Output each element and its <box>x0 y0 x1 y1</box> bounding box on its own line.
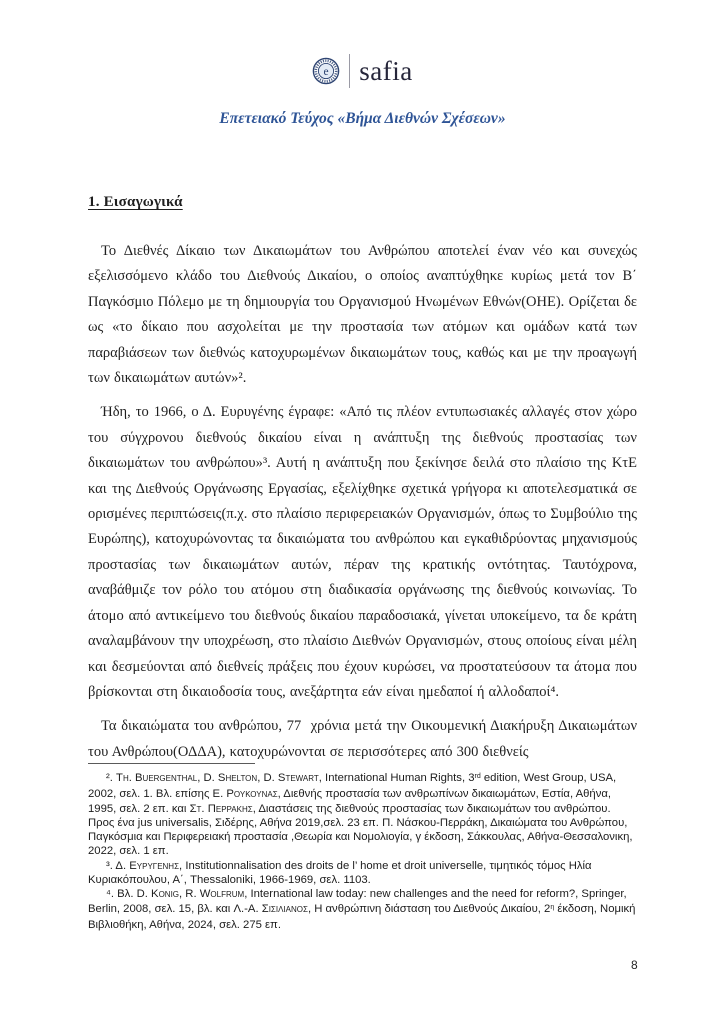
body-paragraph: Το Διεθνές Δίκαιο των Δικαιωμάτων του Ανθρώπου αποτελεί έναν νέο και συνεχώς εξελισσόμενο κλάδο του Διεθνούς Δικαίου, ο οποίος αναπτύχθηκε κυρίως μετά τον Β΄ Παγκόσμιο Πόλεμο με τη δημιουργία του Οργανισμού Ηνωμένων Εθνών(ΟΗΕ). Ορίζεται δε ως «το δίκαιο που ασχολείται με την προστασία των ατόμων και ομάδων κατά των παραβιάσεων των διεθνώς κατοχυρωμένων δικαιωμάτων τους, καθώς και με την προαγωγή των δικαιωμάτων αυτών»². <box>88 243 637 387</box>
document-body <box>88 194 637 774</box>
body-paragraph: Ήδη, το 1966, ο Δ. Ευρυγένης έγραφε: «Από τις πλέον εντυπωσιακές αλλαγές στον χώρο του σύγχρονου διεθνούς δικαίου είναι η ανάπτυξη της διεθνούς προστασίας των δικαιωμάτων του ανθρώπου»³. Αυτή η ανάπτυξη που ξεκίνησε δειλά στο πλαίσιο της ΚτΕ και της Διεθνούς Οργάνωσης Εργασίας, εξελίχθηκε σχετικά γρήγορα κι αποτελεσματικά σε ορισμένες περιπτώσεις(π.χ. στο πλαίσιο περιφερειακών Οργανισμών, όπως το Συμβούλιο της Ευρώπης), κατοχυρώνοντας τα δικαιώματα του ανθρώπου και εγκαθιδρύοντας μηχανισμούς προστασίας των δικαιωμάτων αυτών, πέραν της κρατικής οντότητας. Ταυτόχρονα, αναβάθμιζε τον ρόλο του ατόμου στη διαδικασία οργάνωσης της διεθνούς κοινωνίας. Το άτομο από αντικείμενο του διεθνούς δικαίου παραδοσιακά, γίνεται υποκείμενο, τα δε κράτη αναλαμβάνουν την υποχρέωση, στο πλαίσιο Διεθνών Οργανισμών, στους οποίους είναι μέλη και δεσμεύονται από διεθνείς πράξεις που έχουν κυρώσει, να προστατεύσουν τα άτομα που βρίσκονται στη δικαιοδοσία τους, ανεξάρτητα εάν είναι ημεδαποί ή αλλοδαποί⁴. <box>88 404 637 700</box>
journal-title: Επετειακό Τεύχος «Βήμα Διεθνών Σχέσεων» <box>219 110 506 127</box>
footnote-separator <box>88 763 255 764</box>
body-paragraph: Τα δικαιώματα του ανθρώπου, 77 χρόνια μετά την Οικουμενική Διακήρυξη Δικαιωμάτων του Ανθρώπου(ΟΔΔΑ), κατοχυρώνονται σε περισσότερες από 300 διεθνείς <box>88 718 637 760</box>
logo <box>0 54 725 88</box>
section-heading: 1. Εισαγωγικά <box>88 194 183 210</box>
logo-divider <box>349 54 350 88</box>
svg-text:e: e <box>323 66 329 79</box>
safia-seal-icon <box>312 57 340 85</box>
footnote: ³. Δ. Ευρυγενης, Institutionnalisation des droits de l’ home et droit universelle, τιμητικός τόμος Ηλία Κυριακόπουλου, Α΄, Thessaloniki, 1966-1969, σελ. 1103. <box>88 859 592 887</box>
footnotes <box>88 763 640 932</box>
footnote: ⁴. Βλ. D. Konig, R. Wolfrum, International law today: new challenges and the need for reform?, Springer, Berlin, 2008, σελ. 15, βλ. και Λ.-Α. Σισιλιανος, Η ανθρώπινη διάσταση του Διεθνούς Δικαίου, $2^\eta$ έκδοση, Νομική Βιβλιοθήκη, Αθήνα, 2024, σελ. 275 επ. <box>88 888 636 931</box>
footnote: ². Th. Buergenthal, D. Shelton, D. Stewart, International Human Rights, 3rd edition, West Group, USA, 2002, σελ. 1. Βλ. επίσης Ε. Ρουκουνας, Διεθνής προστασία των ανθρωπίνων δικαιωμάτων, Εστία, Αθήνα, 1995, σελ. 2 επ. και Στ. Περρακης, Διαστάσεις της διεθνούς προστασίας των δικαιωμάτων του ανθρώπου. Προς ένα jus universalis, Σιδέρης, Αθήνα 2019,σελ. 23 επ. Π. Νάσκου-Περράκη, Δικαιώματα του Ανθρώπου, Παγκόσμια και Περιφερειακή προστασία ,Θεωρία και Νομολιογία, γ έκδοση, Σάκκουλας, Αθήνα-Θεσσαλονικη, 2022, σελ. 1 επ. <box>88 772 633 858</box>
page-number: 8 <box>631 958 638 972</box>
brand-wordmark: safia <box>359 55 413 86</box>
